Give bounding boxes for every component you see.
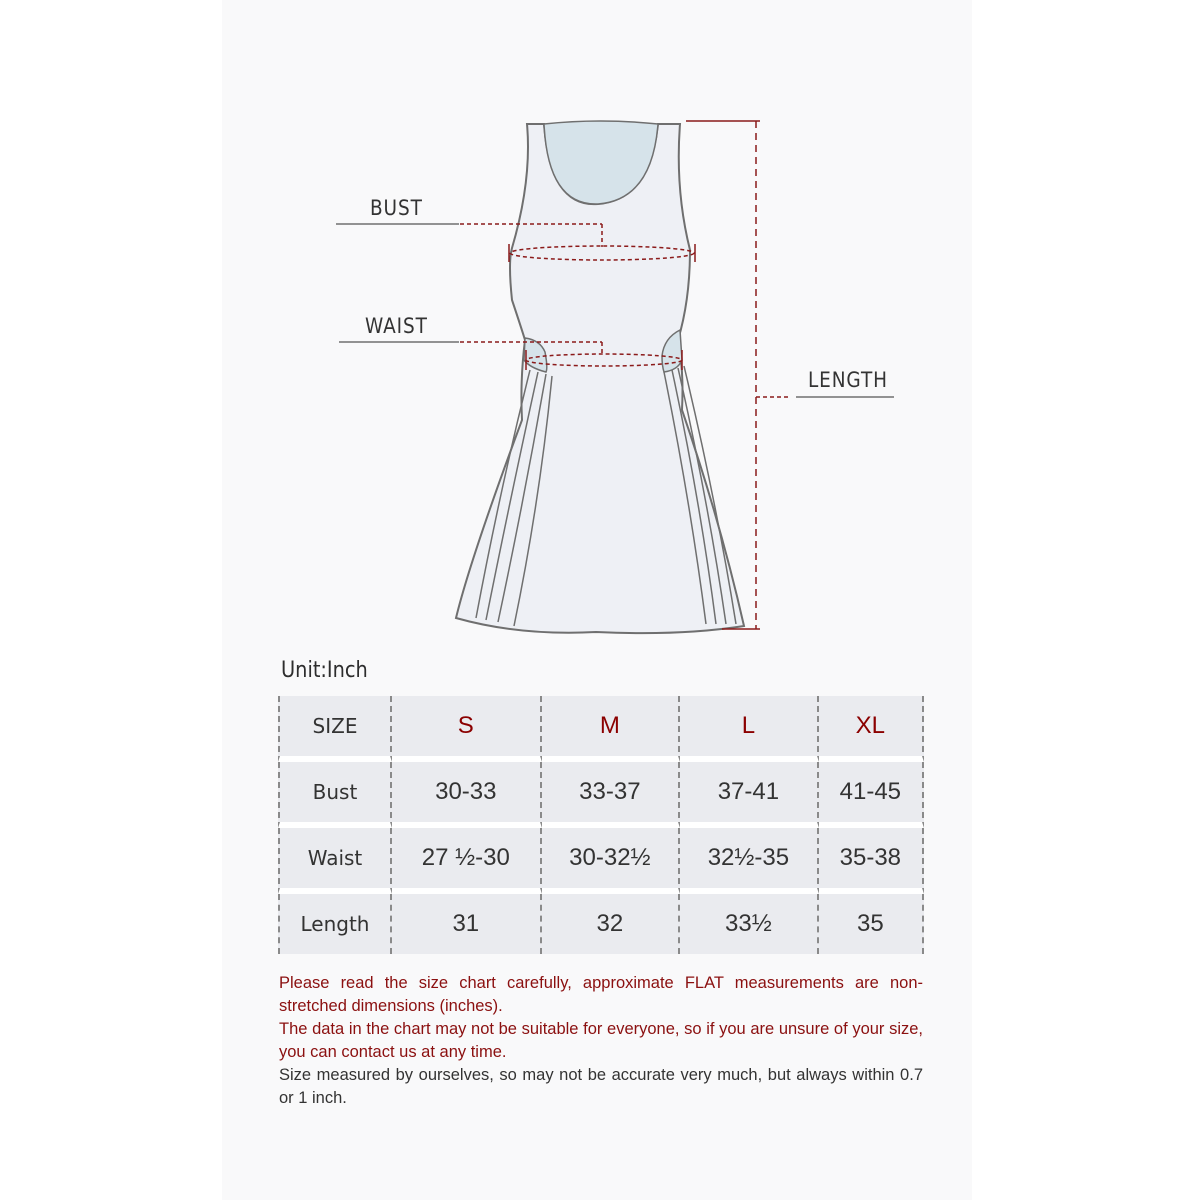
- row-label-bust: Bust: [278, 762, 392, 828]
- table-cell: 30-32½: [542, 828, 681, 894]
- table-cell: 35: [819, 894, 924, 954]
- header-m: M: [542, 696, 681, 762]
- table-header-row: [278, 696, 924, 762]
- row-label-length: Length: [278, 894, 392, 954]
- header-l: L: [680, 696, 819, 762]
- unit-label: Unit:Inch: [281, 658, 368, 683]
- table-cell: 33½: [680, 894, 819, 954]
- size-notes: [279, 972, 923, 1110]
- note-accuracy: Size measured by ourselves, so may not be accurate very much, but always within 0.7 or 1 inch.: [279, 1066, 923, 1107]
- table-cell: 37-41: [680, 762, 819, 828]
- table-cell: 27 ½-30: [392, 828, 542, 894]
- table-row: [278, 828, 924, 894]
- note-contact: The data in the chart may not be suitable for everyone, so if you are unsure of your size, you can contact us at any time.: [279, 1020, 923, 1061]
- table-cell: 31: [392, 894, 542, 954]
- table-cell: 33-37: [542, 762, 681, 828]
- row-label-waist: Waist: [278, 828, 392, 894]
- table-row: [278, 894, 924, 954]
- table-row: [278, 762, 924, 828]
- length-label: LENGTH: [808, 368, 888, 392]
- header-s: S: [392, 696, 542, 762]
- table-cell: 32: [542, 894, 681, 954]
- table-cell: 32½-35: [680, 828, 819, 894]
- bust-label: BUST: [370, 196, 423, 220]
- waist-label: WAIST: [365, 314, 428, 338]
- header-xl: XL: [819, 696, 924, 762]
- table-cell: 30-33: [392, 762, 542, 828]
- table-cell: 35-38: [819, 828, 924, 894]
- table-cell: 41-45: [819, 762, 924, 828]
- header-size: SIZE: [278, 696, 392, 762]
- size-table: [278, 696, 924, 954]
- note-flat-measurements: Please read the size chart carefully, approximate FLAT measurements are non-stretched dimensions (inches).: [279, 974, 923, 1015]
